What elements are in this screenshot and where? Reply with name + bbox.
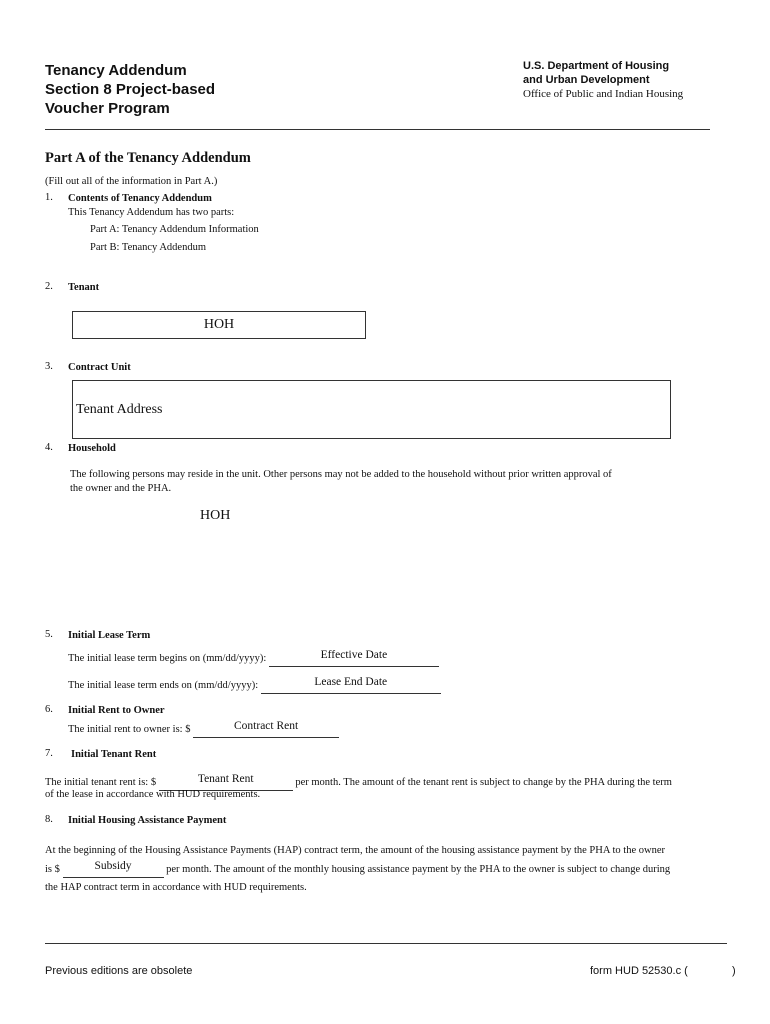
part-a-instruction: (Fill out all of the information in Part A.) [45, 176, 218, 187]
agency-block [523, 59, 683, 101]
rent-to-owner-value: Contract Rent [234, 720, 299, 732]
rent-to-owner-label: The initial rent to owner is: $ [68, 724, 194, 735]
section-1-number: 1. [45, 192, 53, 203]
subsidy-field[interactable] [63, 862, 164, 878]
rent-to-owner-row [68, 722, 339, 738]
section-3-number: 3. [45, 361, 53, 372]
header-divider [45, 129, 710, 130]
lease-begins-label: The initial lease term begins on (mm/dd/yyyy): [68, 653, 269, 664]
contract-unit-field[interactable] [72, 380, 671, 439]
section-2-number: 2. [45, 281, 53, 292]
section-6-heading: Initial Rent to Owner [68, 705, 165, 716]
section-4-heading: Household [68, 443, 116, 454]
hap-line-2-pre: is $ [45, 864, 63, 875]
section-7-number: 7. [45, 748, 53, 759]
agency-line-3: Office of Public and Indian Housing [523, 88, 684, 100]
section-6-number: 6. [45, 704, 53, 715]
lease-ends-field[interactable] [261, 678, 441, 694]
section-1-intro: This Tenancy Addendum has two parts: [68, 207, 235, 218]
hap-line-1: At the beginning of the Housing Assistance Payments (HAP) contract term, the amount of the housing assistance payment by the PHA to the owner [45, 845, 665, 856]
household-members-field[interactable]: HOH [200, 508, 231, 523]
agency-line-2: and Urban Development [523, 74, 650, 86]
section-1-part-a: Part A: Tenancy Addendum Information [90, 224, 259, 235]
section-1-part-b: Part B: Tenancy Addendum [90, 242, 207, 253]
household-text-line-2: the owner and the PHA. [70, 483, 172, 494]
section-2-heading: Tenant [68, 282, 100, 293]
section-8-heading: Initial Housing Assistance Payment [68, 815, 227, 826]
part-a-title: Part A of the Tenancy Addendum [45, 150, 251, 166]
section-5-heading: Initial Lease Term [68, 630, 151, 641]
tenant-rent-line-2: of the lease in accordance with HUD requirements. [45, 789, 261, 800]
subsidy-value: Subsidy [94, 860, 132, 872]
footer-form-close: ) [732, 965, 736, 977]
footer-divider [45, 943, 727, 944]
section-1-heading: Contents of Tenancy Addendum [68, 193, 212, 204]
household-text-line-1: The following persons may reside in the unit. Other persons may not be added to the household without prior written approval of [70, 469, 612, 480]
title-line-2: Section 8 Project-based [45, 81, 216, 98]
footer-left: Previous editions are obsolete [45, 965, 193, 977]
section-3-heading: Contract Unit [68, 362, 131, 373]
tenant-rent-after: per month. The amount of the tenant rent is subject to change by the PHA during the term [292, 777, 672, 788]
lease-ends-value: Lease End Date [314, 676, 388, 688]
section-4-number: 4. [45, 442, 53, 453]
contract-unit-value: Tenant Address [76, 402, 163, 417]
hap-line-2-post: per month. The amount of the monthly housing assistance payment by the PHA to the owner is subject to change during [163, 864, 671, 875]
footer-form-number: form HUD 52530.c ( [590, 965, 688, 977]
tenant-rent-label: The initial tenant rent is: $ [45, 777, 159, 788]
form-title [45, 61, 215, 118]
lease-begins-value: Effective Date [320, 649, 388, 661]
title-line-3: Voucher Program [45, 100, 170, 117]
lease-ends-label: The initial lease term ends on (mm/dd/yyyy): [68, 680, 261, 691]
tenant-rent-value: Tenant Rent [197, 773, 254, 785]
lease-ends-row [68, 678, 441, 694]
hap-line-2 [45, 862, 670, 878]
lease-begins-field[interactable] [269, 651, 439, 667]
section-5-number: 5. [45, 629, 53, 640]
tenant-name-field[interactable] [72, 311, 366, 339]
tenant-name-value: HOH [203, 317, 235, 332]
section-8-number: 8. [45, 814, 53, 825]
agency-line-1: U.S. Department of Housing [523, 60, 670, 72]
hap-line-3: the HAP contract term in accordance with HUD requirements. [45, 882, 307, 893]
rent-to-owner-field[interactable] [193, 722, 339, 738]
lease-begins-row [68, 651, 439, 667]
section-7-heading: Initial Tenant Rent [71, 749, 157, 760]
title-line-1: Tenancy Addendum [45, 62, 187, 79]
